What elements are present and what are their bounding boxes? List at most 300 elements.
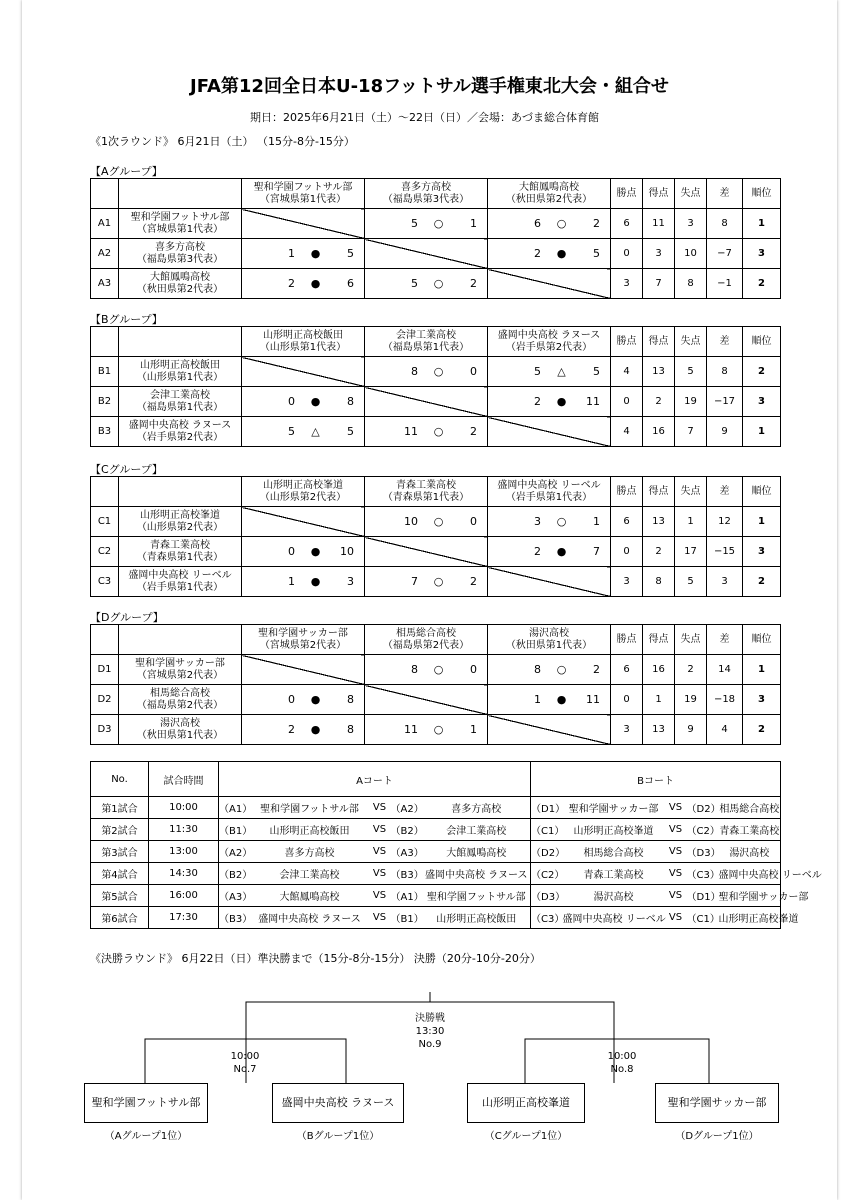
points: 0	[611, 685, 643, 715]
team-name: 聖和学園サッカー部	[258, 627, 348, 639]
goals-against: 5	[675, 567, 707, 597]
score-against: 5	[593, 364, 600, 378]
result-mark: ●	[556, 692, 567, 706]
goals-against: 3	[675, 209, 707, 239]
goal-diff: 8	[707, 357, 743, 387]
semi1-time: 10:00	[230, 1051, 260, 1062]
team1-name: 大館鳳鳴高校	[251, 885, 369, 907]
stat-header: 得点	[643, 625, 675, 655]
goals-for: 11	[643, 209, 675, 239]
goals-against: 10	[675, 239, 707, 269]
team-id: C2	[91, 537, 119, 567]
goal-diff: −18	[707, 685, 743, 715]
goal-diff: 4	[707, 715, 743, 745]
team-pref: （山形県第1代表）	[136, 371, 224, 383]
rank: 3	[743, 239, 781, 269]
team2-slot: （B1）	[391, 907, 423, 929]
score-against: 5	[347, 424, 354, 438]
stat-header: 差	[707, 625, 743, 655]
team-name: 大館鳳鳴高校	[519, 181, 579, 193]
team2-name: 青森工業高校	[719, 819, 781, 841]
team-pref: （秋田県第2代表）	[505, 193, 593, 205]
points: 4	[611, 417, 643, 447]
vs-label: VS	[665, 841, 687, 863]
rank: 3	[743, 387, 781, 417]
rank: 2	[743, 567, 781, 597]
rank: 3	[743, 537, 781, 567]
score-against: 11	[586, 692, 600, 706]
result-mark: ○	[433, 276, 444, 290]
score-for: 2	[288, 276, 295, 290]
score-for: 2	[534, 544, 541, 558]
team1-name: 青森工業高校	[563, 863, 665, 885]
score-against: 6	[347, 276, 354, 290]
vs-label: VS	[369, 885, 391, 907]
goals-against: 17	[675, 537, 707, 567]
team-name: 喜多方高校	[401, 181, 451, 193]
stat-header: 差	[707, 327, 743, 357]
team-pref: （福島県第3代表）	[136, 253, 224, 265]
team2-slot: （D1）	[687, 885, 719, 907]
team1-slot: （D2）	[531, 841, 563, 863]
team2-slot: （B2）	[391, 819, 423, 841]
team-name: 山形明正高校峯道	[140, 509, 220, 521]
result-mark: ○	[556, 662, 567, 676]
team-pref: （宮城県第1代表）	[259, 193, 347, 205]
score-against: 2	[470, 574, 477, 588]
final-match-info	[380, 1012, 480, 1051]
goals-for: 13	[643, 715, 675, 745]
score-against: 1	[470, 216, 477, 230]
match-time: 17:30	[149, 907, 219, 929]
result-mark: ○	[433, 662, 444, 676]
match-time: 13:00	[149, 841, 219, 863]
stat-header: 勝点	[611, 625, 643, 655]
score-for: 0	[288, 692, 295, 706]
stat-header: 勝点	[611, 477, 643, 507]
rank: 1	[743, 209, 781, 239]
points: 0	[611, 387, 643, 417]
bracket-team-4: 聖和学園サッカー部	[655, 1083, 779, 1123]
group-label: 【Aグループ】	[90, 165, 163, 178]
stat-header: 順位	[743, 179, 781, 209]
team1-slot: （B1）	[219, 819, 251, 841]
team2-slot: （C3）	[687, 863, 719, 885]
team1-name: 聖和学園サッカー部	[563, 797, 665, 819]
score-for: 2	[534, 394, 541, 408]
stat-header: 勝点	[611, 327, 643, 357]
points: 6	[611, 655, 643, 685]
group-label: 【Bグループ】	[90, 313, 163, 326]
points: 0	[611, 537, 643, 567]
team2-name: 山形明正高校飯田	[423, 907, 531, 929]
first-round-heading: 《1次ラウンド》 6月21日（土） （15分-8分-15分）	[90, 135, 355, 148]
match-no: 第2試合	[91, 819, 149, 841]
team-name: 相馬総合高校	[396, 627, 456, 639]
result-mark: ○	[556, 216, 567, 230]
team2-name: 聖和学園フットサル部	[423, 885, 531, 907]
vs-label: VS	[369, 907, 391, 929]
match-no: 第1試合	[91, 797, 149, 819]
team-name: 盛岡中央高校 ラヌース	[128, 419, 232, 431]
team-name: 山形明正高校飯田	[140, 359, 220, 371]
stat-header: 順位	[743, 327, 781, 357]
team-pref: （福島県第3代表）	[382, 193, 470, 205]
goals-against: 9	[675, 715, 707, 745]
result-mark: ●	[310, 246, 321, 260]
schedule-header-time: 試合時間	[149, 762, 219, 797]
team2-name: 聖和学園サッカー部	[719, 885, 781, 907]
team2-slot: （D2）	[687, 797, 719, 819]
semi2-info	[592, 1050, 652, 1076]
team2-slot: （C2）	[687, 819, 719, 841]
result-mark: ●	[310, 276, 321, 290]
points: 3	[611, 567, 643, 597]
team1-slot: （A3）	[219, 885, 251, 907]
result-mark: ○	[433, 574, 444, 588]
team-name: 青森工業高校	[396, 479, 456, 491]
team1-name: 山形明正高校飯田	[251, 819, 369, 841]
team1-slot: （D3）	[531, 885, 563, 907]
event-date-venue: 期日：2025年6月21日（土）～22日（日）／会場：あづま総合体育館	[250, 111, 599, 124]
bracket-group-label-4: （Dグループ1位）	[675, 1131, 759, 1142]
team-id: D1	[91, 655, 119, 685]
schedule-header-a-court: Aコート	[219, 762, 531, 797]
goals-for: 8	[643, 567, 675, 597]
score-for: 3	[534, 514, 541, 528]
goals-for: 13	[643, 507, 675, 537]
goal-diff: 12	[707, 507, 743, 537]
score-against: 10	[340, 544, 354, 558]
score-for: 2	[288, 722, 295, 736]
team-pref: （山形県第1代表）	[259, 341, 347, 353]
score-against: 5	[347, 246, 354, 260]
score-against: 7	[593, 544, 600, 558]
final-time: 13:30	[415, 1026, 445, 1037]
team-name: 盛岡中央高校 ラヌース	[497, 329, 601, 341]
stat-header: 失点	[675, 179, 707, 209]
goal-diff: 3	[707, 567, 743, 597]
group-label: 【Dグループ】	[90, 611, 164, 624]
score-against: 5	[593, 246, 600, 260]
bracket-team-1: 聖和学園フットサル部	[84, 1083, 208, 1123]
team-id: A2	[91, 239, 119, 269]
goals-for: 16	[643, 655, 675, 685]
vs-label: VS	[369, 797, 391, 819]
result-mark: ●	[556, 394, 567, 408]
score-for: 7	[411, 574, 418, 588]
bracket-group-label-1: （Aグループ1位）	[104, 1131, 188, 1142]
result-mark: △	[557, 364, 566, 378]
score-against: 2	[470, 424, 477, 438]
goal-diff: −15	[707, 537, 743, 567]
vs-label: VS	[665, 885, 687, 907]
stat-header: 得点	[643, 179, 675, 209]
team-pref: （岩手県第2代表）	[505, 341, 593, 353]
team-name: 盛岡中央高校 リーベル	[128, 569, 232, 581]
team2-slot: （C1）	[687, 907, 719, 929]
bracket-group-label-2: （Bグループ1位）	[296, 1131, 380, 1142]
team-id: D2	[91, 685, 119, 715]
score-for: 6	[534, 216, 541, 230]
team-id: B2	[91, 387, 119, 417]
team2-name: 山形明正高校峯道	[719, 907, 781, 929]
score-against: 8	[347, 394, 354, 408]
team1-name: 相馬総合高校	[563, 841, 665, 863]
team1-slot: （A1）	[219, 797, 251, 819]
team-pref: （岩手県第2代表）	[136, 431, 224, 443]
goal-diff: −7	[707, 239, 743, 269]
score-against: 2	[470, 276, 477, 290]
result-mark: ●	[310, 722, 321, 736]
team-name: 青森工業高校	[150, 539, 210, 551]
schedule-header-b-court: Bコート	[531, 762, 781, 797]
team2-name: 大館鳳鳴高校	[423, 841, 531, 863]
score-for: 11	[404, 722, 418, 736]
team-pref: （宮城県第2代表）	[136, 669, 224, 681]
goals-against: 19	[675, 387, 707, 417]
match-no: 第3試合	[91, 841, 149, 863]
team-pref: （福島県第2代表）	[136, 699, 224, 711]
team1-slot: （D1）	[531, 797, 563, 819]
vs-label: VS	[665, 863, 687, 885]
team-id: A1	[91, 209, 119, 239]
stat-header: 得点	[643, 327, 675, 357]
goals-for: 2	[643, 537, 675, 567]
result-mark: △	[311, 424, 320, 438]
team1-slot: （B2）	[219, 863, 251, 885]
team-id: B3	[91, 417, 119, 447]
team-name: 大館鳳鳴高校	[150, 271, 210, 283]
score-against: 1	[593, 514, 600, 528]
score-for: 5	[411, 276, 418, 290]
match-no: 第6試合	[91, 907, 149, 929]
goals-for: 7	[643, 269, 675, 299]
team1-slot: （C1）	[531, 819, 563, 841]
score-for: 8	[411, 662, 418, 676]
team2-name: 湯沢高校	[719, 841, 781, 863]
result-mark: ○	[433, 424, 444, 438]
goals-against: 2	[675, 655, 707, 685]
points: 3	[611, 715, 643, 745]
vs-label: VS	[665, 907, 687, 929]
result-mark: ●	[310, 394, 321, 408]
match-time: 16:00	[149, 885, 219, 907]
match-time: 14:30	[149, 863, 219, 885]
vs-label: VS	[665, 797, 687, 819]
match-time: 11:30	[149, 819, 219, 841]
rank: 2	[743, 715, 781, 745]
rank: 2	[743, 357, 781, 387]
result-mark: ●	[310, 574, 321, 588]
team2-name: 盛岡中央高校 リーベル	[719, 863, 781, 885]
team2-name: 会津工業高校	[423, 819, 531, 841]
team-pref: （福島県第1代表）	[136, 401, 224, 413]
result-mark: ○	[556, 514, 567, 528]
rank: 2	[743, 269, 781, 299]
score-for: 5	[534, 364, 541, 378]
goal-diff: 14	[707, 655, 743, 685]
team-pref: （青森県第1代表）	[382, 491, 470, 503]
bracket-team-3: 山形明正高校峯道	[467, 1083, 585, 1123]
result-mark: ○	[433, 216, 444, 230]
team-name: 湯沢高校	[160, 717, 200, 729]
team-id: A3	[91, 269, 119, 299]
team2-slot: （B3）	[391, 863, 423, 885]
score-for: 0	[288, 544, 295, 558]
final-round-heading: 《決勝ラウンド》 6月22日（日）準決勝まで（15分-8分-15分） 決勝（20分-10分-20分）	[90, 952, 541, 965]
points: 6	[611, 507, 643, 537]
schedule-header-no: No.	[91, 762, 149, 797]
score-for: 11	[404, 424, 418, 438]
team2-slot: （D3）	[687, 841, 719, 863]
score-against: 2	[593, 216, 600, 230]
team-id: C3	[91, 567, 119, 597]
team2-name: 盛岡中央高校 ラヌース	[423, 863, 531, 885]
score-for: 1	[288, 574, 295, 588]
semi2-no: No.8	[610, 1064, 634, 1075]
team1-name: 湯沢高校	[563, 885, 665, 907]
score-against: 0	[470, 514, 477, 528]
stat-header: 失点	[675, 327, 707, 357]
team-name: 山形明正高校峯道	[263, 479, 343, 491]
goals-against: 19	[675, 685, 707, 715]
goals-against: 8	[675, 269, 707, 299]
points: 3	[611, 269, 643, 299]
team-name: 盛岡中央高校 リーベル	[497, 479, 601, 491]
team-pref: （宮城県第2代表）	[259, 639, 347, 651]
final-no: No.9	[418, 1039, 442, 1050]
points: 0	[611, 239, 643, 269]
team1-slot: （A2）	[219, 841, 251, 863]
score-for: 1	[534, 692, 541, 706]
team1-name: 盛岡中央高校 ラヌース	[251, 907, 369, 929]
goals-for: 16	[643, 417, 675, 447]
semi1-no: No.7	[233, 1064, 257, 1075]
score-against: 0	[470, 662, 477, 676]
goal-diff: −17	[707, 387, 743, 417]
score-against: 8	[347, 692, 354, 706]
score-for: 10	[404, 514, 418, 528]
score-against: 1	[470, 722, 477, 736]
goals-against: 7	[675, 417, 707, 447]
stat-header: 失点	[675, 625, 707, 655]
team2-slot: （A1）	[391, 885, 423, 907]
match-no: 第4試合	[91, 863, 149, 885]
score-for: 5	[288, 424, 295, 438]
bracket-group-label-3: （Cグループ1位）	[484, 1131, 568, 1142]
team-pref: （福島県第2代表）	[382, 639, 470, 651]
team-id: D3	[91, 715, 119, 745]
team-id: B1	[91, 357, 119, 387]
page-title: JFA第12回全日本U-18フットサル選手権東北大会・組合せ	[190, 76, 669, 97]
stat-header: 順位	[743, 477, 781, 507]
goals-for: 13	[643, 357, 675, 387]
rank: 1	[743, 417, 781, 447]
team-pref: （秋田県第1代表）	[136, 729, 224, 741]
team1-slot: （C3）	[531, 907, 563, 929]
team-pref: （山形県第2代表）	[136, 521, 224, 533]
team1-name: 山形明正高校峯道	[563, 819, 665, 841]
stat-header: 順位	[743, 625, 781, 655]
goals-for: 1	[643, 685, 675, 715]
stat-header: 差	[707, 477, 743, 507]
team-name: 聖和学園フットサル部	[130, 211, 230, 223]
vs-label: VS	[665, 819, 687, 841]
score-against: 11	[586, 394, 600, 408]
team-name: 会津工業高校	[396, 329, 456, 341]
team-name: 喜多方高校	[155, 241, 205, 253]
score-against: 8	[347, 722, 354, 736]
team-id: C1	[91, 507, 119, 537]
team-name: 会津工業高校	[150, 389, 210, 401]
team-pref: （秋田県第2代表）	[136, 283, 224, 295]
rank: 1	[743, 655, 781, 685]
group-label: 【Cグループ】	[90, 463, 163, 476]
score-for: 8	[534, 662, 541, 676]
team1-name: 喜多方高校	[251, 841, 369, 863]
score-against: 0	[470, 364, 477, 378]
goals-against: 5	[675, 357, 707, 387]
match-no: 第5試合	[91, 885, 149, 907]
team2-name: 喜多方高校	[423, 797, 531, 819]
team2-name: 相馬総合高校	[719, 797, 781, 819]
team1-name: 会津工業高校	[251, 863, 369, 885]
team-pref: （岩手県第1代表）	[136, 581, 224, 593]
vs-label: VS	[369, 841, 391, 863]
team1-slot: （B3）	[219, 907, 251, 929]
team1-slot: （C2）	[531, 863, 563, 885]
stat-header: 差	[707, 179, 743, 209]
stat-header: 得点	[643, 477, 675, 507]
score-for: 8	[411, 364, 418, 378]
team1-name: 聖和学園フットサル部	[251, 797, 369, 819]
team-name: 山形明正高校飯田	[263, 329, 343, 341]
team-pref: （宮城県第1代表）	[136, 223, 224, 235]
goals-for: 2	[643, 387, 675, 417]
team-name: 聖和学園サッカー部	[135, 657, 225, 669]
team-pref: （山形県第2代表）	[259, 491, 347, 503]
goals-against: 1	[675, 507, 707, 537]
stat-header: 勝点	[611, 179, 643, 209]
team-name: 湯沢高校	[529, 627, 569, 639]
score-for: 0	[288, 394, 295, 408]
vs-label: VS	[369, 819, 391, 841]
result-mark: ●	[310, 692, 321, 706]
match-time: 10:00	[149, 797, 219, 819]
result-mark: ●	[556, 544, 567, 558]
score-for: 1	[288, 246, 295, 260]
result-mark: ●	[310, 544, 321, 558]
team-pref: （岩手県第1代表）	[505, 491, 593, 503]
result-mark: ○	[433, 722, 444, 736]
score-against: 3	[347, 574, 354, 588]
vs-label: VS	[369, 863, 391, 885]
team-pref: （福島県第1代表）	[382, 341, 470, 353]
score-for: 5	[411, 216, 418, 230]
points: 4	[611, 357, 643, 387]
bracket-team-2: 盛岡中央高校 ラヌース	[272, 1083, 404, 1123]
semi2-time: 10:00	[607, 1051, 637, 1062]
result-mark: ○	[433, 364, 444, 378]
rank: 1	[743, 507, 781, 537]
result-mark: ○	[433, 514, 444, 528]
goal-diff: 8	[707, 209, 743, 239]
goals-for: 3	[643, 239, 675, 269]
rank: 3	[743, 685, 781, 715]
final-label: 決勝戦	[415, 1013, 445, 1024]
goal-diff: 9	[707, 417, 743, 447]
